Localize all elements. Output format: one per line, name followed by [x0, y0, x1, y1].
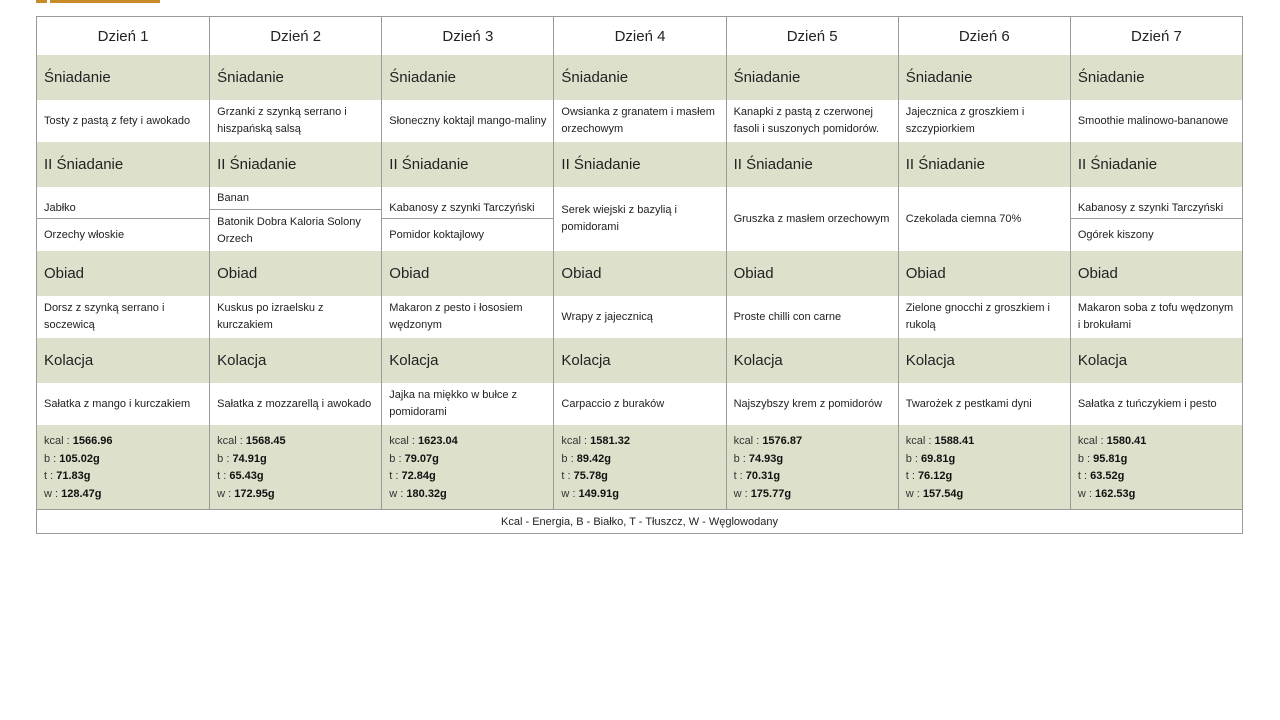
meal-header-breakfast: Śniadanie	[554, 55, 725, 100]
legend: Kcal - Energia, B - Białko, T - Tłuszcz, W - Węglowodany	[37, 509, 1242, 533]
lunch-dish: Kuskus po izraelsku z kurczakiem	[217, 302, 324, 331]
lunch-dish: Dorsz z szynką serrano i soczewicą	[44, 302, 165, 331]
carbs-value: 172.95g	[234, 487, 275, 500]
nutrition-line	[734, 433, 898, 451]
second-breakfast-dish: Czekolada ciemna 70%	[905, 212, 1022, 225]
nutrition-line	[389, 486, 553, 504]
breakfast-dish: Grzanki z szynką serrano i hiszpańską salsą	[217, 106, 347, 135]
meal-header-lunch: Obiad	[1071, 251, 1242, 296]
nutrition-line	[217, 486, 381, 504]
nutrition-line	[906, 486, 1070, 504]
nutrition-line	[217, 451, 381, 469]
nutrition-label: t :	[905, 470, 915, 482]
breakfast-dish: Jajecznica z groszkiem i szczypiorkiem	[905, 106, 1025, 135]
day-column	[726, 17, 898, 509]
nutrition-summary	[382, 425, 553, 509]
nutrition-label: w :	[217, 487, 232, 500]
nutrition-summary	[899, 425, 1070, 509]
meal-header-second-breakfast: II Śniadanie	[37, 142, 209, 187]
carbs-value: 128.47g	[61, 487, 102, 500]
fat-value: 70.31g	[745, 470, 781, 482]
nutrition-label: w :	[1077, 487, 1092, 500]
dinner-dish: Najszybszy krem z pomidorów	[733, 397, 883, 410]
second-breakfast-item: Kabanosy z szynki Tarczyński	[1071, 187, 1242, 219]
second-breakfast-item: Banan	[210, 187, 381, 210]
second-breakfast-item: Pomidor koktajlowy	[389, 228, 485, 241]
nutrition-label: kcal :	[44, 435, 70, 447]
nutrition-label: w :	[733, 487, 748, 500]
dinner-dish: Sałatka z mozzarellą i awokado	[217, 397, 372, 410]
nutrition-label: w :	[44, 487, 59, 500]
breakfast-dish: Słoneczny koktajl mango-maliny	[389, 114, 547, 127]
dinner-dish: Jajka na miękko w bułce z pomidorami	[389, 389, 518, 418]
meal-header-dinner: Kolacja	[1071, 338, 1242, 383]
nutrition-line	[906, 433, 1070, 451]
nutrition-line	[1078, 486, 1242, 504]
nutrition-line	[1078, 451, 1242, 469]
meal-header-lunch: Obiad	[382, 251, 553, 296]
meal-header-second-breakfast: II Śniadanie	[1071, 142, 1242, 187]
nutrition-line	[561, 451, 725, 469]
nutrition-line	[561, 486, 725, 504]
day-header: Dzień 6	[958, 27, 1010, 45]
meal-header-dinner: Kolacja	[382, 338, 553, 383]
second-breakfast-list	[210, 187, 381, 251]
day-column	[209, 17, 381, 509]
protein-value: 79.07g	[404, 452, 439, 465]
nutrition-line	[734, 451, 898, 469]
meal-header-dinner: Kolacja	[899, 338, 1070, 383]
nutrition-label: t :	[733, 470, 743, 482]
nutrition-line	[44, 433, 209, 451]
meal-header-second-breakfast: II Śniadanie	[899, 142, 1070, 187]
nutrition-label: kcal :	[1077, 435, 1104, 447]
nutrition-line	[906, 451, 1070, 469]
carbs-value: 180.32g	[406, 487, 447, 500]
dinner-dish: Twarożek z pestkami dyni	[905, 397, 1032, 410]
meal-header-breakfast: Śniadanie	[727, 55, 898, 100]
nutrition-label: b :	[561, 452, 574, 465]
protein-value: 69.81g	[921, 452, 956, 465]
day-header: Dzień 7	[1130, 27, 1182, 45]
nutrition-summary	[554, 425, 725, 509]
day-column	[37, 17, 209, 509]
meal-header-breakfast: Śniadanie	[1071, 55, 1242, 100]
nutrition-label: t :	[389, 470, 399, 482]
nutrition-label: w :	[561, 487, 576, 500]
day-column	[898, 17, 1070, 509]
nutrition-line	[44, 451, 209, 469]
carbs-value: 175.77g	[750, 487, 792, 500]
kcal-value: 1581.32	[590, 435, 630, 447]
kcal-value: 1566.96	[72, 435, 113, 447]
nutrition-label: t :	[44, 470, 54, 482]
nutrition-label: b :	[1077, 452, 1091, 465]
meal-header-dinner: Kolacja	[210, 338, 381, 383]
nutrition-label: b :	[44, 452, 57, 465]
nutrition-line	[561, 433, 725, 451]
breakfast-dish: Tosty z pastą z fety i awokado	[44, 114, 191, 127]
meal-plan-table	[36, 16, 1243, 534]
dinner-dish: Sałatka z tuńczykiem i pesto	[1077, 397, 1217, 410]
nutrition-label: t :	[217, 470, 227, 482]
meal-header-lunch: Obiad	[899, 251, 1070, 296]
nutrition-line	[734, 486, 898, 504]
meal-header-lunch: Obiad	[210, 251, 381, 296]
lunch-dish: Makaron soba z tofu wędzonym i brokułami	[1077, 302, 1234, 331]
meal-header-breakfast: Śniadanie	[382, 55, 553, 100]
nutrition-label: kcal :	[905, 435, 932, 447]
meal-header-dinner: Kolacja	[554, 338, 725, 383]
nutrition-line	[44, 486, 209, 504]
day-column	[381, 17, 553, 509]
nutrition-label: b :	[733, 452, 746, 465]
nutrition-line	[1078, 468, 1242, 486]
nutrition-label: kcal :	[217, 435, 243, 447]
kcal-value: 1588.41	[934, 435, 975, 447]
nutrition-line	[1078, 433, 1242, 451]
second-breakfast-item: Jabłko	[37, 187, 209, 219]
nutrition-line	[217, 433, 381, 451]
nutrition-line	[217, 468, 381, 486]
protein-value: 95.81g	[1093, 452, 1128, 465]
dinner-dish: Sałatka z mango i kurczakiem	[44, 397, 191, 410]
protein-value: 89.42g	[576, 452, 611, 465]
nutrition-label: b :	[217, 452, 230, 465]
breakfast-dish: Smoothie malinowo-bananowe	[1077, 114, 1229, 127]
nutrition-line	[734, 468, 898, 486]
nutrition-summary	[210, 425, 381, 509]
nutrition-label: kcal :	[389, 435, 415, 447]
day-header: Dzień 2	[270, 27, 322, 45]
fat-value: 65.43g	[229, 470, 264, 482]
nutrition-label: t :	[561, 470, 571, 482]
meal-header-breakfast: Śniadanie	[210, 55, 381, 100]
nutrition-label: b :	[905, 452, 918, 465]
second-breakfast-item: Orzechy włoskie	[44, 228, 125, 241]
meal-header-lunch: Obiad	[727, 251, 898, 296]
day-header: Dzień 5	[786, 27, 838, 45]
nutrition-line	[389, 468, 553, 486]
nutrition-label: kcal :	[561, 435, 588, 447]
lunch-dish: Proste chilli con carne	[733, 310, 842, 323]
second-breakfast-list	[382, 187, 553, 251]
second-breakfast-dish: Gruszka z masłem orzechowym	[733, 212, 890, 225]
header-fragment	[36, 0, 166, 4]
meal-header-lunch: Obiad	[37, 251, 209, 296]
meal-header-dinner: Kolacja	[37, 338, 209, 383]
fat-value: 75.78g	[573, 470, 608, 482]
nutrition-label: w :	[389, 487, 404, 500]
nutrition-summary	[37, 425, 209, 509]
second-breakfast-dish: Serek wiejski z bazylią i pomidorami	[561, 204, 677, 233]
meal-header-breakfast: Śniadanie	[899, 55, 1070, 100]
nutrition-line	[561, 468, 725, 486]
kcal-value: 1580.41	[1106, 435, 1147, 447]
fat-value: 76.12g	[917, 470, 953, 482]
nutrition-label: t :	[1077, 470, 1088, 482]
day-column	[553, 17, 725, 509]
fat-value: 72.84g	[401, 470, 436, 482]
meal-header-lunch: Obiad	[554, 251, 725, 296]
second-breakfast-item: Kabanosy z szynki Tarczyński	[382, 187, 553, 219]
meal-header-breakfast: Śniadanie	[37, 55, 209, 100]
lunch-dish: Makaron z pesto i łososiem wędzonym	[389, 302, 523, 331]
carbs-value: 157.54g	[922, 487, 964, 500]
second-breakfast-item: Ogórek kiszony	[1077, 228, 1154, 241]
day-header: Dzień 3	[442, 27, 494, 45]
nutrition-label: kcal :	[733, 435, 760, 447]
nutrition-summary	[727, 425, 898, 509]
meal-header-dinner: Kolacja	[727, 338, 898, 383]
second-breakfast-item: Batonik Dobra Kaloria Solony Orzech	[217, 215, 361, 245]
nutrition-line	[389, 433, 553, 451]
lunch-dish: Wrapy z jajecznicą	[561, 310, 653, 323]
meal-header-second-breakfast: II Śniadanie	[382, 142, 553, 187]
fat-value: 71.83g	[56, 470, 91, 482]
day-header: Dzień 1	[97, 27, 149, 45]
fat-value: 63.52g	[1090, 470, 1125, 482]
day-column	[1070, 17, 1242, 509]
protein-value: 105.02g	[59, 452, 100, 465]
meal-header-second-breakfast: II Śniadanie	[727, 142, 898, 187]
second-breakfast-list	[37, 187, 209, 251]
nutrition-label: b :	[389, 452, 402, 465]
days-grid	[37, 17, 1242, 509]
carbs-value: 149.91g	[578, 487, 619, 500]
nutrition-label: w :	[905, 487, 920, 500]
meal-header-second-breakfast: II Śniadanie	[210, 142, 381, 187]
second-breakfast-list	[1071, 187, 1242, 251]
nutrition-line	[389, 451, 553, 469]
nutrition-line	[44, 468, 209, 486]
day-header: Dzień 4	[614, 27, 666, 45]
meal-header-second-breakfast: II Śniadanie	[554, 142, 725, 187]
nutrition-summary	[1071, 425, 1242, 509]
kcal-value: 1568.45	[245, 435, 286, 447]
protein-value: 74.93g	[748, 452, 784, 465]
kcal-value: 1576.87	[762, 435, 803, 447]
nutrition-line	[906, 468, 1070, 486]
lunch-dish: Zielone gnocchi z groszkiem i rukolą	[905, 302, 1050, 331]
kcal-value: 1623.04	[418, 435, 458, 447]
breakfast-dish: Owsianka z granatem i masłem orzechowym	[561, 106, 715, 135]
protein-value: 74.91g	[232, 452, 267, 465]
dinner-dish: Carpaccio z buraków	[561, 397, 665, 410]
breakfast-dish: Kanapki z pastą z czerwonej fasoli i suszonych pomidorów.	[733, 106, 880, 135]
carbs-value: 162.53g	[1094, 487, 1136, 500]
